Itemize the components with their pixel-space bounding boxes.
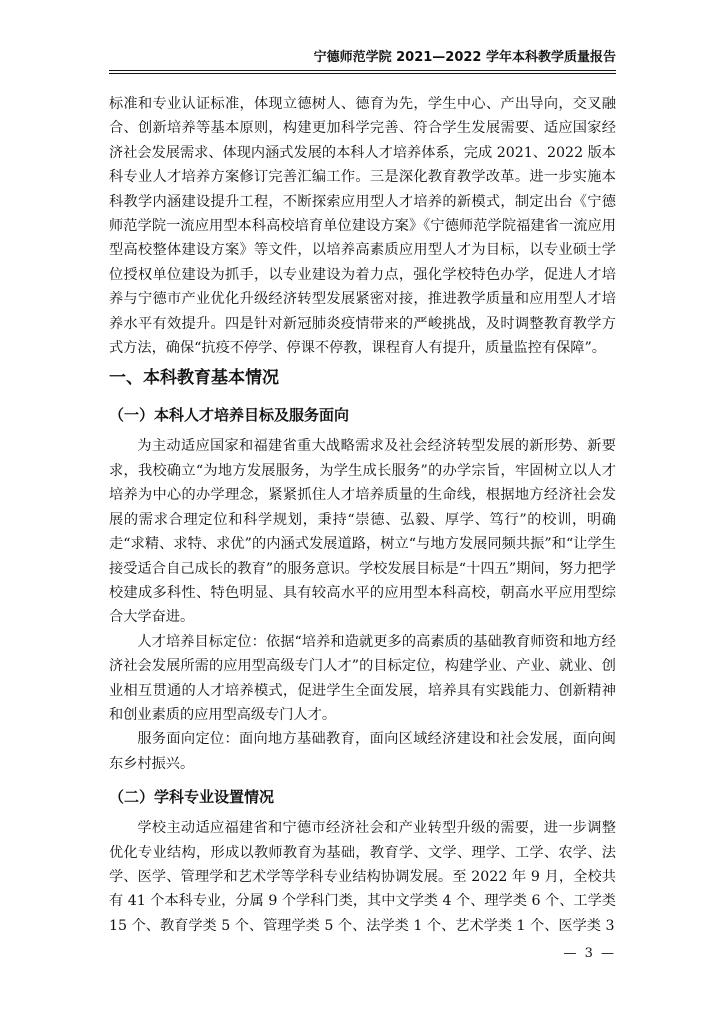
paragraph-service-positioning: 服务面向定位：面向地方基础教育，面向区域经济建设和社会发展，面向闽东乡村振兴。 — [109, 731, 616, 772]
continued-paragraph: 标准和专业认证标准，体现立德树人、德育为先，学生中心、产出导向，交叉融合、创新培养等基本原则，构建更加科学完善、符合学生发展需要、适应国家经济社会发展需求、体现内涵式发展的本科人才培养体系，完成 2021、2022 版本科专业人才培养方案修订完善汇编工作。三是深化教育教学改革。进一步实施本科教学内涵建设提升工程，不断探索应用型人才培养的新模式，制定出台《宁德师范学院一流应用型本科高校培育单位建设方案》《宁德师范学院福建省一流应用型高校整体建设方案》等文件，以培养高素质应用型人才为目标，以专业硕士学位授权单位建设为抓手，以专业建设为着力点，强化学校特色办学，促进人才培养与宁德市产业优化升级经济转型发展紧密对接，推进教学质量和应用型人才培养水平有效提升。四是针对新冠肺炎疫情带来的严峻挑战，及时调整教育教学方式方法，确保“抗疫不停学、停课不停教，课程育人有提升，质量监控有保障”。 — [109, 96, 616, 357]
paragraph-training-goals: 为主动适应国家和福建省重大战略需求及社会经济转型发展的新形势、新要求，我校确立“为地方发展服务，为学生成长服务”的办学宗旨，牢固树立以人才培养为中心的办学理念，紧紧抓住人才培养质量的生命线，根据地方经济社会发展的需求合理定位和科学规划，秉持“崇德、弘毅、厚学、笃行”的校训，明确走“求精、求特、求优”的内涵式发展道路，树立“与地方发展同频共振”和“让学生接受适合自己成长的教育”的服务意识。学校发展目标是“十四五”期间，努力把学校建成多科性、特色明显、具有较高水平的应用型本科高校，朝高水平应用型综合大学奋进。 — [109, 438, 616, 626]
paragraph-discipline-setup: 学校主动适应福建省和宁德市经济社会和产业转型升级的需要，进一步调整优化专业结构，形成以教师教育为基础，教育学、文学、理学、工学、农学、法学、医学、管理学和艺术学等学科专业结构协调发展。至 2022 年 9 月，全校共有 41 个本科专业，分属 9 个学科门类，其中文学类 4 个、理学类 6 个、工学类 15 个、教育学类 5 个、管理学类 5 个、法学类 1 个、艺术学类 1 个、医学类 3 — [109, 820, 616, 934]
paragraph-talent-positioning: 人才培养目标定位：依据“培养和造就更多的高素质的基础教育师资和地方经济社会发展所需的应用型高级专门人才”的目标定位，构建学业、产业、就业、创业相互贯通的人才培养模式，促进学生全面发展，培养具有实践能力、创新精神和创业素质的应用型高级专门人才。 — [109, 633, 616, 723]
section-heading-1: 一、本科教育基本情况 — [109, 368, 279, 389]
page-number: — 3 — — [563, 946, 616, 961]
subsection-heading-2: （二）学科专业设置情况 — [109, 788, 275, 807]
header-rule-thin — [109, 73, 616, 74]
running-header: 宁德师范学院 2021—2022 学年本科教学质量报告 — [313, 50, 616, 65]
header-rule-thick — [109, 70, 616, 71]
subsection-heading-1: （一）本科人才培养目标及服务面向 — [109, 406, 350, 425]
page-body — [109, 92, 616, 938]
